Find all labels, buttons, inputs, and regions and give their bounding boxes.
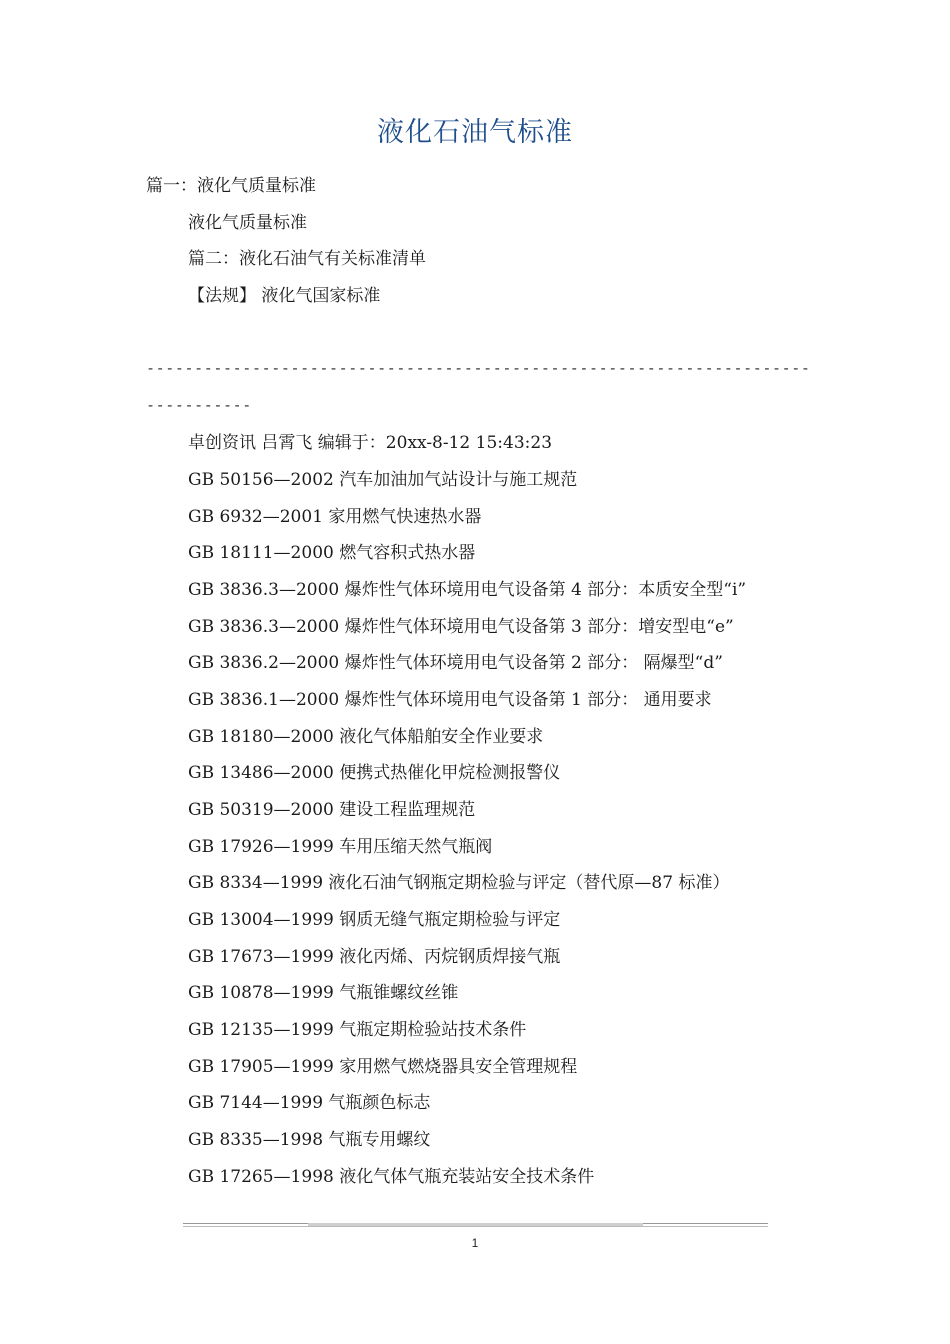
standard-item: GB 50319—2000 建设工程监理规范: [188, 800, 476, 820]
standard-item: GB 12135—1999 气瓶定期检验站技术条件: [188, 1020, 527, 1040]
separator-line-continued: -----------: [146, 396, 252, 414]
standard-item: GB 18180—2000 液化气体船舶安全作业要求: [188, 727, 544, 747]
standard-item: GB 3836.1—2000 爆炸性气体环境用电气设备第 1 部分： 通用要求: [188, 690, 712, 710]
standard-item: GB 7144—1999 气瓶颜色标志: [188, 1093, 431, 1113]
standard-item: GB 17265—1998 液化气体气瓶充装站安全技术条件: [188, 1167, 595, 1187]
standard-item: GB 17673—1999 液化丙烯、丙烷钢质焊接气瓶: [188, 947, 561, 967]
standard-item: GB 10878—1999 气瓶锥螺纹丝锥: [188, 983, 459, 1003]
standard-item: GB 50156—2002 汽车加油加气站设计与施工规范: [188, 470, 578, 490]
standard-item: GB 3836.3—2000 爆炸性气体环境用电气设备第 4 部分：本质安全型“i”: [188, 580, 747, 600]
intro-part-one: 篇一：液化气质量标准: [146, 176, 316, 196]
intro-part-two: 篇二：液化石油气有关标准清单: [188, 249, 426, 269]
standard-item: GB 17926—1999 车用压缩天然气瓶阀: [188, 837, 493, 857]
standard-item: GB 6932—2001 家用燃气快速热水器: [188, 507, 482, 527]
standard-item: GB 8334—1999 液化石油气钢瓶定期检验与评定（替代原—87 标准）: [188, 873, 730, 893]
intro-subtitle: 液化气质量标准: [188, 213, 307, 233]
standard-item: GB 3836.2—2000 爆炸性气体环境用电气设备第 2 部分： 隔爆型“d”: [188, 653, 723, 673]
page-number: 1: [471, 1236, 479, 1250]
standard-item: GB 17905—1999 家用燃气燃烧器具安全管理规程: [188, 1057, 578, 1077]
separator-line: ---------------------------------------------------------------------: [146, 359, 811, 377]
standard-item: GB 13004—1999 钢质无缝气瓶定期检验与评定: [188, 910, 561, 930]
standard-item: GB 8335—1998 气瓶专用螺纹: [188, 1130, 431, 1150]
footer-divider: [183, 1223, 768, 1227]
standard-item: GB 18111—2000 燃气容积式热水器: [188, 543, 476, 563]
intro-regulation: 【法规】 液化气国家标准: [188, 286, 381, 306]
standard-item: GB 13486—2000 便携式热催化甲烷检测报警仪: [188, 763, 561, 783]
byline: 卓创资讯 吕霄飞 编辑于：20xx-8-12 15:43:23: [188, 433, 553, 453]
document-title: 液化石油气标准: [377, 117, 573, 148]
standard-item: GB 3836.3—2000 爆炸性气体环境用电气设备第 3 部分：增安型电“e”: [188, 617, 734, 637]
